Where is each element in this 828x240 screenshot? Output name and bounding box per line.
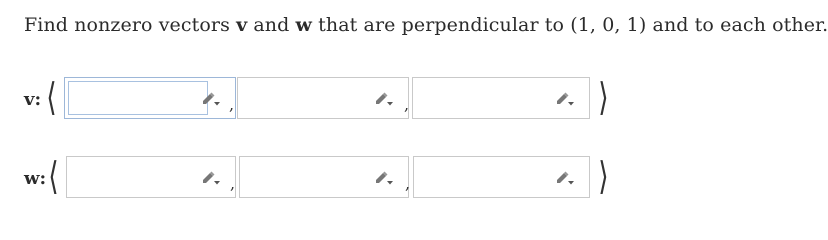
- pencil-dropdown-icon[interactable]: [555, 170, 575, 186]
- vector-v-symbol: v: [236, 14, 248, 36]
- given-vector: (1, 0, 1): [570, 14, 647, 36]
- w-component-3-field[interactable]: [413, 156, 590, 198]
- open-angle-bracket: ⟨: [48, 154, 59, 198]
- w-component-1-field[interactable]: [66, 156, 236, 198]
- component-separator: ,: [230, 174, 236, 193]
- problem-text-middle: that are perpendicular to: [312, 14, 571, 36]
- close-angle-bracket: ⟩: [598, 75, 609, 119]
- pencil-dropdown-icon[interactable]: [201, 91, 221, 107]
- problem-text-suffix: and to each other.: [646, 14, 828, 36]
- vector-w-label: w:: [24, 168, 47, 189]
- pencil-dropdown-icon[interactable]: [555, 91, 575, 107]
- pencil-dropdown-icon[interactable]: [374, 91, 394, 107]
- problem-statement: [24, 14, 828, 36]
- pencil-dropdown-icon[interactable]: [201, 170, 221, 186]
- close-angle-bracket: ⟩: [598, 154, 609, 198]
- v-component-1-input[interactable]: [69, 82, 207, 114]
- v-component-1-inner: [68, 81, 208, 115]
- pencil-dropdown-icon[interactable]: [374, 170, 394, 186]
- v-component-2-field[interactable]: [237, 77, 409, 119]
- component-separator: ,: [229, 95, 235, 114]
- problem-text-prefix: Find nonzero vectors: [24, 14, 237, 36]
- open-angle-bracket: ⟨: [46, 75, 57, 119]
- component-separator: ,: [405, 174, 411, 193]
- v-component-3-field[interactable]: [412, 77, 590, 119]
- vector-w-symbol: w: [295, 14, 313, 36]
- vector-v-label: v:: [24, 89, 42, 110]
- w-component-2-field[interactable]: [239, 156, 409, 198]
- component-separator: ,: [404, 95, 410, 114]
- v-component-1-field[interactable]: [64, 77, 236, 119]
- problem-text-and: and: [247, 14, 296, 36]
